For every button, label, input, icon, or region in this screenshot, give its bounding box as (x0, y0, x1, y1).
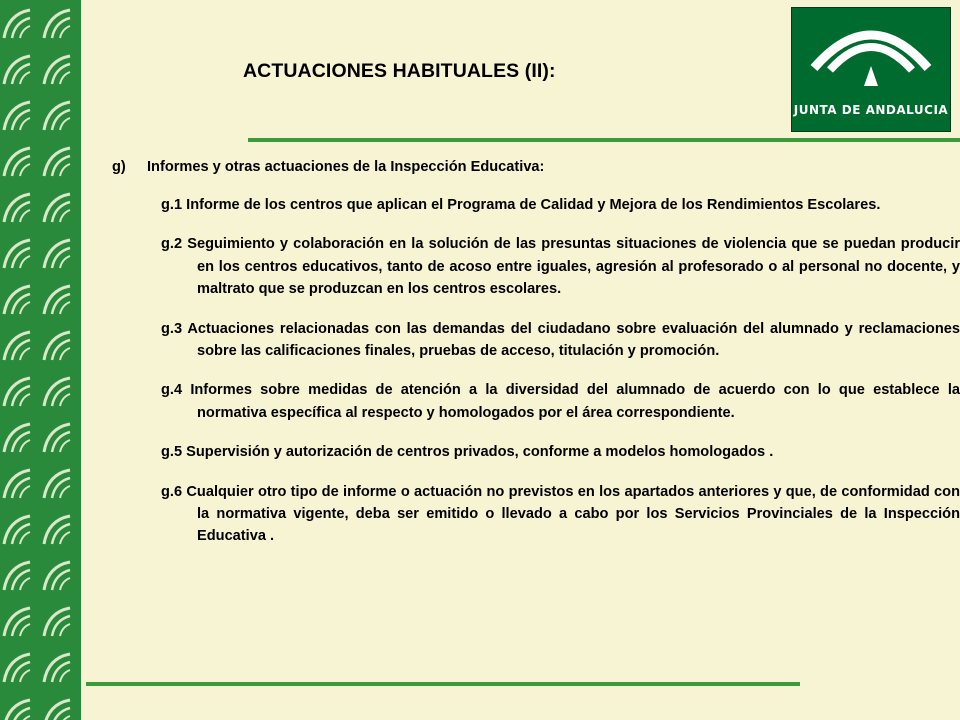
slide-body (112, 156, 960, 565)
logo-arcs-icon (792, 8, 950, 98)
junta-de-andalucia-logo (791, 7, 951, 132)
list-item (161, 194, 960, 216)
item-label: g.3 (161, 320, 183, 337)
list-item (161, 481, 960, 548)
item-text: Actuaciones relacionadas con las demandas del ciudadano sobre evaluación del alumnado y reclamaciones sobre las calificaciones finales, pruebas de acceso, titulación y promoción. (187, 320, 960, 360)
item-label: g.4 (161, 382, 183, 399)
section-label: g) (112, 159, 126, 175)
list-item (161, 233, 960, 300)
top-divider (248, 138, 960, 142)
list-item (161, 318, 960, 363)
list-item (161, 379, 960, 424)
item-text: Informe de los centros que aplican el Programa de Calidad y Mejora de los Rendimientos Escolares. (186, 197, 881, 213)
item-label: g.6 (161, 483, 183, 500)
item-label: g.2 (161, 236, 183, 253)
item-text: Cualquier otro tipo de informe o actuación no previstos en los apartados anteriores y que, de conformidad con la normativa vigente, deba ser emitido o llevado a cabo por los Servicios Provinciales de la Inspección Educativa . (186, 483, 960, 545)
logo-text: JUNTA DE ANDALUCIA (793, 103, 949, 117)
list-item (161, 441, 960, 463)
section-heading (112, 156, 924, 178)
item-label: g.5 (161, 444, 183, 461)
item-text: Informes sobre medidas de atención a la diversidad del alumnado de acuerdo con lo que establece la normativa específica al respecto y homologados por el área correspondiente. (190, 382, 960, 421)
section-heading-text: Informes y otras actuaciones de la Inspección Educativa: (147, 159, 545, 175)
item-text: Supervisión y autorización de centros privados, conforme a modelos homologados . (186, 444, 774, 461)
slide-title: ACTUACIONES HABITUALES (II): (243, 60, 556, 82)
item-label: g.1 (161, 197, 183, 213)
decorative-side-stripe (0, 0, 81, 720)
item-text: Seguimiento y colaboración en la solución de las presuntas situaciones de violencia que se puedan producir en los centros educativos, tanto de acoso entre iguales, agresión al profesorado o al personal no docente, y maltrato que se produzcan en los centros escolares. (187, 236, 960, 298)
bottom-divider (86, 682, 800, 686)
